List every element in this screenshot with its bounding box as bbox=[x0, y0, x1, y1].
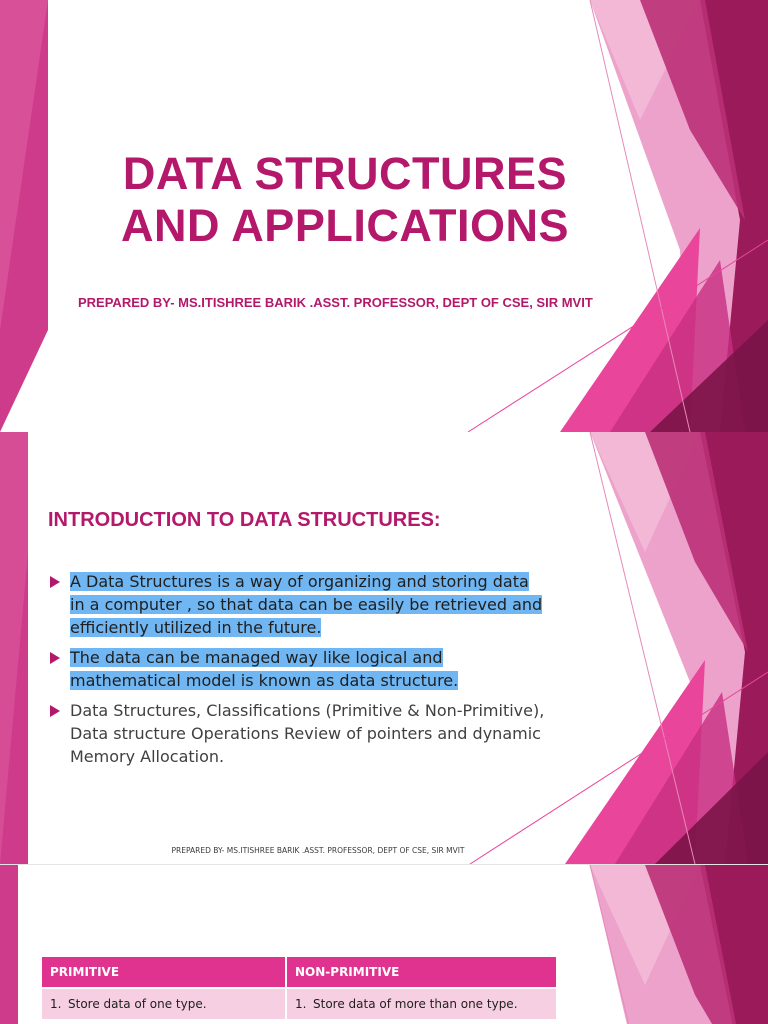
bullet-text: The data can be managed way like logical and mathematical model is known as data structure. bbox=[70, 648, 459, 690]
slide-classification bbox=[0, 865, 768, 1024]
bullet-text: A Data Structures is a way of organizing and storing data in a computer , so that data can be easily be retrieved and efficiently utilized in the future. bbox=[70, 572, 543, 637]
title-line-2: AND APPLICATIONS bbox=[120, 200, 569, 251]
triangle-bullet-icon bbox=[50, 576, 60, 588]
list-number: 1. bbox=[295, 997, 307, 1011]
bullet-item-topics bbox=[48, 699, 548, 768]
title-line-1: DATA STRUCTURES bbox=[122, 148, 568, 199]
bullet-item-model bbox=[48, 646, 548, 692]
presenter-credit: PREPARED BY- MS.ITISHREE BARIK .ASST. PROFESSOR, DEPT OF CSE, SIR MVIT bbox=[78, 295, 593, 310]
cell-text: Store data of more than one type. bbox=[313, 997, 518, 1011]
bullet-list bbox=[48, 570, 548, 775]
slide-introduction bbox=[0, 432, 768, 864]
left-accent-band bbox=[0, 865, 18, 1024]
slide-footer: PREPARED BY- MS.ITISHREE BARIK .ASST. PROFESSOR, DEPT OF CSE, SIR MVIT bbox=[171, 846, 465, 855]
classification-table bbox=[42, 957, 556, 1019]
table-cell bbox=[287, 987, 556, 1019]
table-cell bbox=[42, 987, 287, 1019]
cell-text: Store data of one type. bbox=[68, 997, 207, 1011]
column-header-primitive: PRIMITIVE bbox=[42, 957, 287, 987]
presentation-title bbox=[100, 148, 590, 252]
triangle-bullet-icon bbox=[50, 705, 60, 717]
column-header-non-primitive: NON-PRIMITIVE bbox=[287, 957, 556, 987]
table-header-row bbox=[42, 957, 556, 987]
bullet-text: Data Structures, Classifications (Primitive & Non-Primitive), Data structure Operations Review of pointers and dynamic Memory Allocation. bbox=[70, 701, 545, 766]
triangle-bullet-icon bbox=[50, 652, 60, 664]
list-number: 1. bbox=[50, 997, 62, 1011]
table-row bbox=[42, 987, 556, 1019]
bullet-item-definition bbox=[48, 570, 548, 639]
slide-heading: INTRODUCTION TO DATA STRUCTURES: bbox=[48, 509, 441, 531]
slide-title bbox=[0, 0, 768, 432]
